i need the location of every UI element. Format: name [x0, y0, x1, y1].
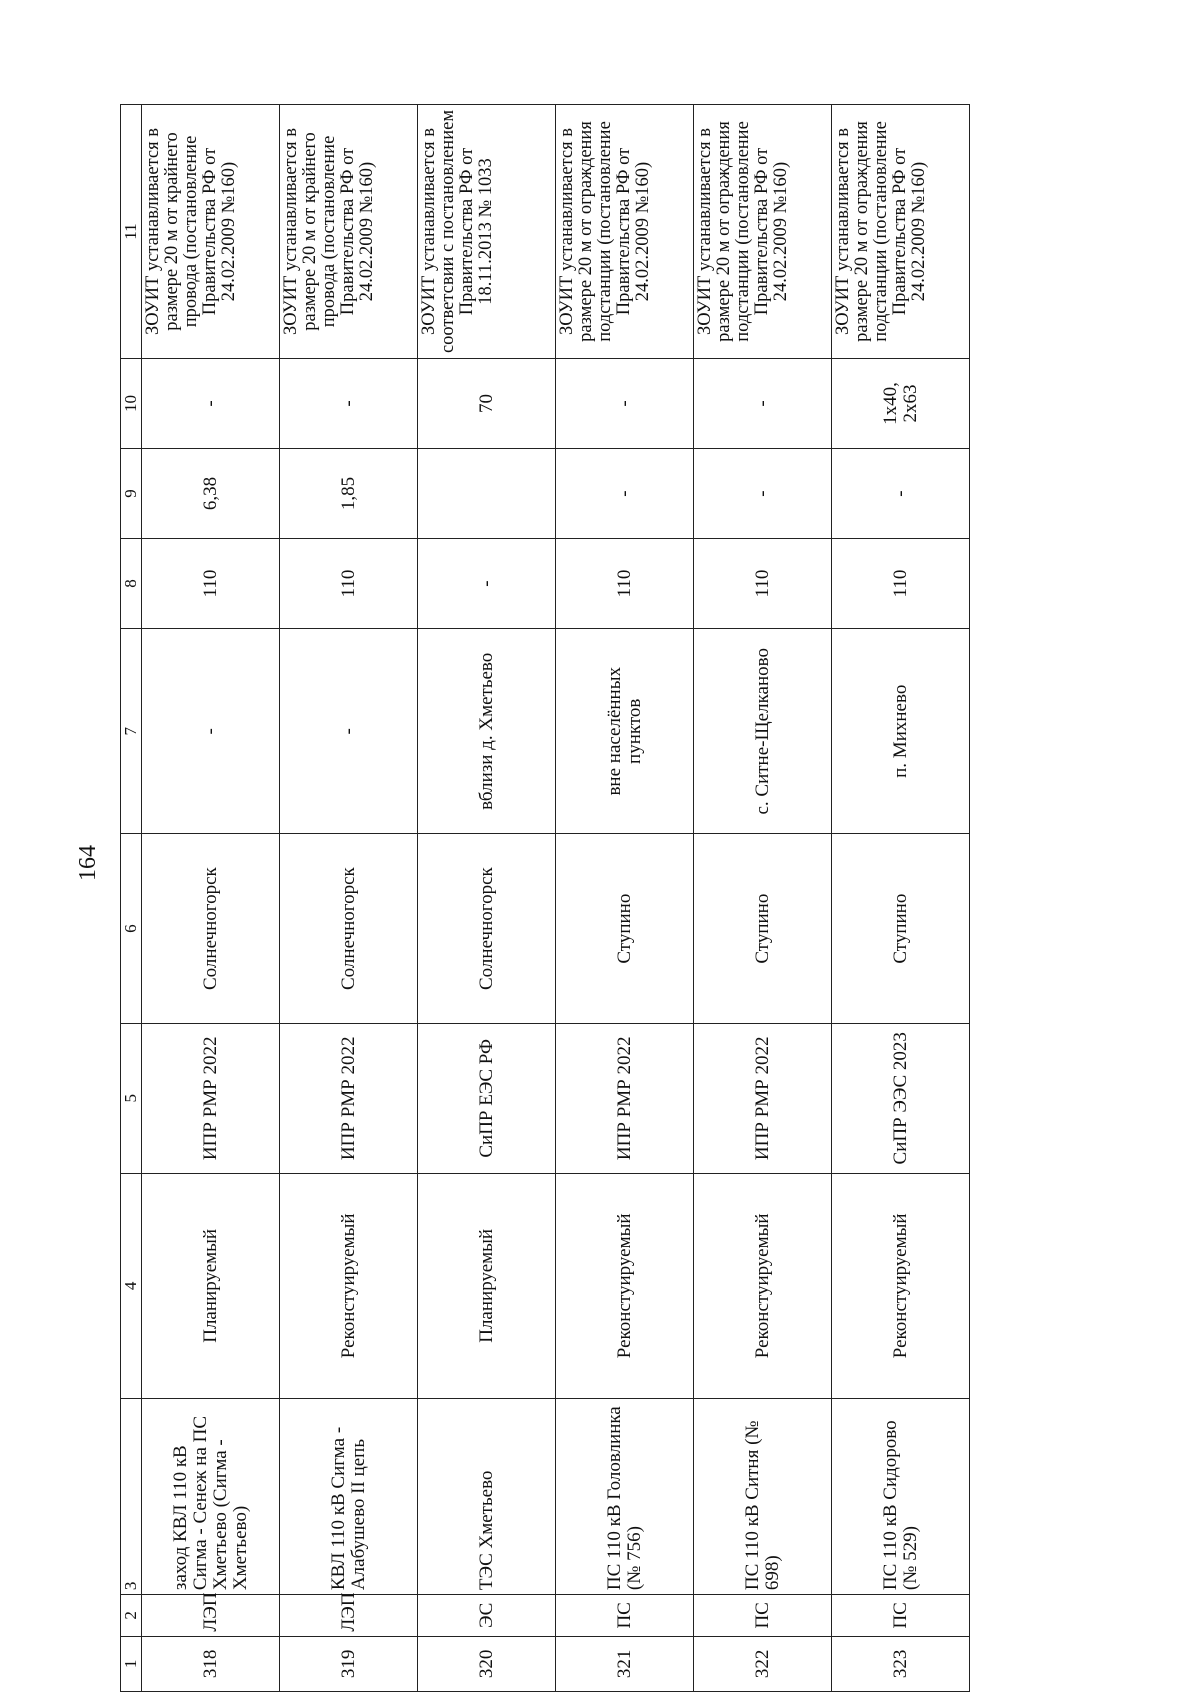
voltage: 110	[832, 539, 970, 629]
table-row	[418, 105, 556, 1692]
page-number: 164	[75, 845, 101, 881]
object-status: Реконстуируемый	[694, 1173, 832, 1398]
object-name: ПС 110 кВ Сидорово (№ 529)	[832, 1398, 970, 1594]
row-number: 320	[418, 1636, 556, 1691]
col-header-3: 3	[121, 1398, 142, 1594]
table-row	[832, 105, 970, 1692]
voltage: 110	[556, 539, 694, 629]
line-length: 1,85	[280, 449, 418, 539]
col-header-5: 5	[121, 1023, 142, 1173]
line-length: -	[694, 449, 832, 539]
line-length: -	[556, 449, 694, 539]
locality: п. Михнево	[832, 629, 970, 834]
district: Ступино	[556, 834, 694, 1023]
source-document: ИПР РМР 2022	[142, 1023, 280, 1173]
object-status: Реконстуируемый	[832, 1173, 970, 1398]
col-header-11: 11	[121, 105, 142, 359]
object-type: ЭС	[418, 1595, 556, 1637]
col-header-10: 10	[121, 359, 142, 449]
district: Солнечногорск	[280, 834, 418, 1023]
row-number: 322	[694, 1636, 832, 1691]
district: Ступино	[694, 834, 832, 1023]
object-type: ПС	[832, 1595, 970, 1637]
col-header-9: 9	[121, 449, 142, 539]
locality: с. Ситне-Щелканово	[694, 629, 832, 834]
object-status: Реконстуируемый	[280, 1173, 418, 1398]
district: Солнечногорск	[142, 834, 280, 1023]
object-type: ПС	[556, 1595, 694, 1637]
object-status: Планируемый	[142, 1173, 280, 1398]
facilities-table-wrapper	[120, 104, 970, 1692]
capacity: 1х40, 2х63	[832, 359, 970, 449]
table-row	[280, 105, 418, 1692]
facilities-table	[120, 104, 970, 1692]
protection-zone-note: ЗОУИТ устанавливается в размере 20 м от ограждения подстанции (постановление Правительства РФ от 24.02.2009 №160)	[556, 105, 694, 359]
object-type: ПС	[694, 1595, 832, 1637]
object-name: ПС 110 кВ Ситня (№ 698)	[694, 1398, 832, 1594]
col-header-2: 2	[121, 1595, 142, 1637]
line-length: 6,38	[142, 449, 280, 539]
protection-zone-note: ЗОУИТ устанавливается в соответсвии с постановлением Правительства РФ от 18.11.2013 № 1033	[418, 105, 556, 359]
source-document: СиПР ЭЭС 2023	[832, 1023, 970, 1173]
capacity: -	[280, 359, 418, 449]
source-document: ИПР РМР 2022	[556, 1023, 694, 1173]
row-number: 323	[832, 1636, 970, 1691]
object-type: ЛЭП	[280, 1595, 418, 1637]
object-name: ПС 110 кВ Головлинка (№ 756)	[556, 1398, 694, 1594]
voltage: -	[418, 539, 556, 629]
column-number-row	[121, 105, 142, 1692]
capacity: 70	[418, 359, 556, 449]
table-row	[142, 105, 280, 1692]
district: Ступино	[832, 834, 970, 1023]
object-status: Планируемый	[418, 1173, 556, 1398]
locality: -	[142, 629, 280, 834]
protection-zone-note: ЗОУИТ устанавливается в размере 20 м от крайнего провода (постановление Правительства РФ от 24.02.2009 №160)	[280, 105, 418, 359]
object-name: заход КВЛ 110 кВ Сигма - Сенеж на ПС Хметьево (Сигма - Хметьево)	[142, 1398, 280, 1594]
col-header-8: 8	[121, 539, 142, 629]
table-row	[556, 105, 694, 1692]
object-name: ТЭС Хметьево	[418, 1398, 556, 1594]
col-header-6: 6	[121, 834, 142, 1023]
object-name: КВЛ 110 кВ Сигма - Алабушево II цепь	[280, 1398, 418, 1594]
row-number: 318	[142, 1636, 280, 1691]
protection-zone-note: ЗОУИТ устанавливается в размере 20 м от ограждения подстанции (постановление Правительства РФ от 24.02.2009 №160)	[694, 105, 832, 359]
line-length	[418, 449, 556, 539]
source-document: ИПР РМР 2022	[280, 1023, 418, 1173]
voltage: 110	[142, 539, 280, 629]
district: Солнечногорск	[418, 834, 556, 1023]
table-row	[694, 105, 832, 1692]
locality: вблизи д. Хметьево	[418, 629, 556, 834]
object-status: Реконстуируемый	[556, 1173, 694, 1398]
table-body	[121, 105, 970, 1692]
voltage: 110	[694, 539, 832, 629]
rotated-table-container	[120, 104, 970, 1692]
row-number: 321	[556, 1636, 694, 1691]
source-document: ИПР РМР 2022	[694, 1023, 832, 1173]
object-type: ЛЭП	[142, 1595, 280, 1637]
capacity: -	[142, 359, 280, 449]
source-document: СиПР ЕЭС РФ	[418, 1023, 556, 1173]
capacity: -	[694, 359, 832, 449]
locality: -	[280, 629, 418, 834]
row-number: 319	[280, 1636, 418, 1691]
voltage: 110	[280, 539, 418, 629]
protection-zone-note: ЗОУИТ устанавливается в размере 20 м от крайнего провода (постановление Правительства РФ от 24.02.2009 №160)	[142, 105, 280, 359]
line-length: -	[832, 449, 970, 539]
protection-zone-note: ЗОУИТ устанавливается в размере 20 м от ограждения подстанции (постановление Правительства РФ от 24.02.2009 №160)	[832, 105, 970, 359]
capacity: -	[556, 359, 694, 449]
col-header-7: 7	[121, 629, 142, 834]
col-header-4: 4	[121, 1173, 142, 1398]
locality: вне населённых пунктов	[556, 629, 694, 834]
col-header-1: 1	[121, 1636, 142, 1691]
